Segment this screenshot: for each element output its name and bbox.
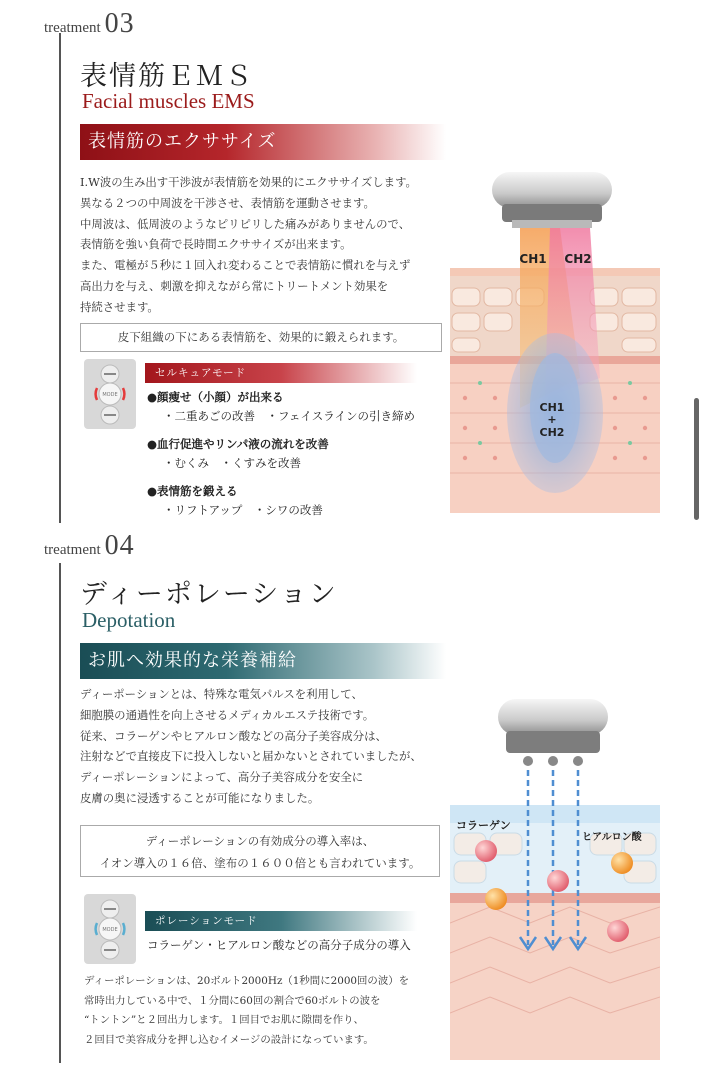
remote-03-mode-text: MODE [102, 392, 118, 398]
treatment-04-body: ディーポーションとは、特殊な電気パルスを利用して、 細胞膜の通過性を向上させるメディカルエステ技術です。 従来、コラーゲンやヒアルロン酸などの高分子美容成分は、 注射などで直接皮下に投入しないと届かないとされていましたが、 ディーポレーションによって、高分子美容成分を安全に 皮膚の奥に浸透することが可能になりました。 [80, 687, 422, 805]
mode-bar-selcure: セルキュアモード [145, 363, 417, 383]
remote-control-04 [84, 894, 136, 964]
diagram-combined-ch1: CH1 [539, 401, 565, 414]
section-03-rule [59, 33, 61, 523]
treatment-03-title: 表情筋ＥＭＳ [80, 61, 254, 92]
diagram-ch2-label: CH2 [564, 252, 592, 266]
diagram-hyaluronic-label: ヒアルロン酸 [582, 832, 642, 843]
treatment-04-label: treatment 04 [44, 530, 135, 561]
remote-control-03 [84, 359, 136, 429]
treatment-04-note: ディーポレーションの有効成分の導入率は、 イオン導入の１６倍、塗布の１６００倍とも言われています。 [80, 825, 440, 877]
diagram-collagen-label: コラーゲン [456, 819, 511, 832]
remote-04-mode-text: MODE [102, 927, 118, 933]
vertical-scrollbar[interactable] [694, 398, 699, 520]
mode-bar-poration: ポレーションモード [145, 911, 417, 931]
effects-list-03: ●顔瘦せ（小顔）が出来る ・二重あごの改善 ・フェイスラインの引き締め ●血行促進やリンパ液の流れを改善 ・むくみ ・くすみを改善 ●表情筋を鍛える ・リフトアップ ・シワの改善 [147, 390, 415, 517]
poration-mode-desc: コラーゲン・ヒアルロン酸などの高分子成分の導入 [147, 938, 411, 952]
treatment-03-subtitle: Facial muscles EMS [82, 89, 255, 113]
treatment-04-footer: ディーポレーションは、20ボルト2000Hz（1秒間に2000回の波）を 常時出力している中で、１分間に60回の割合で60ボルトの波を “トントン”と２回出力します。１回目でお肌に隙間を作り、 ２回目で美容成分を押し込むイメージの設計になっています。 [84, 975, 409, 1046]
diagram-combined-ch2: CH2 [539, 426, 565, 439]
treatment-03-label: treatment 03 [44, 8, 135, 39]
treatment-04-title: ディーポレーション [80, 579, 338, 610]
treatment-04-banner: お肌へ効果的な栄養補給 [80, 643, 446, 679]
treatment-04-subtitle: Depotation [82, 608, 176, 632]
ems-skin-diagram [450, 168, 660, 513]
treatment-03-banner: 表情筋のエクササイズ [80, 124, 446, 160]
section-04-rule [59, 563, 61, 1063]
treatment-03-note: 皮下組織の下にある表情筋を、効果的に鍛えられます。 [80, 323, 442, 352]
depotation-skin-diagram [450, 695, 660, 1060]
diagram-ch1-label: CH1 [519, 252, 547, 266]
treatment-03-body: I.W波の生み出す干渉波が表情筋を効果的にエクササイズします。 異なる２つの中周波を干渉させ、表情筋を運動させます。 中周波は、低周波のようなピリピリした痛みがありませんので、 表情筋を強い負荷で長時間エクササイズが出来ます。 また、電極が５秒に１回入れ変わることで表情筋に慣れを与えず 高出力を与え、刺激を抑えながら常にトリートメント効果を 持続させます。 [80, 175, 417, 314]
diagram-combined-plus: + [547, 413, 557, 426]
